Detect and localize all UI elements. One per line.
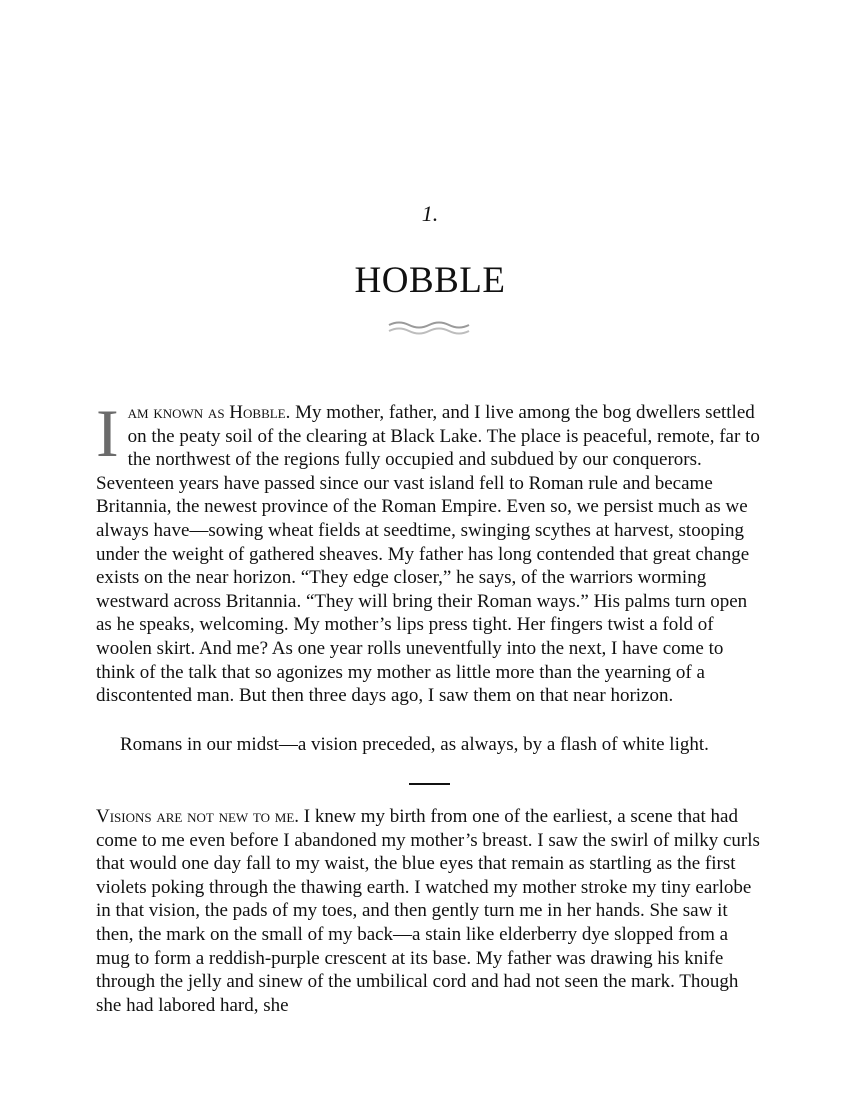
section-two-text: . I knew my birth from one of the earliest, a scene that had come to me even before I abandoned my mother’s breast. I saw the swirl of milky curls that would one day fall to my waist, the blue eyes that remain as startling as the first violets poking through the thawing earth. I watched my mother stroke my tiny earlobe in that vision, the pads of my toes, and then gently turn me in her hands. She saw it then, the mark on the small of my back—a stain like elderberry dye slopped from a mug to form a reddish-purple crescent at its base. My father was drawing his knife through the jelly and sinew of the umbilical cord and had not seen the mark. Though she had labored hard, she — [96, 806, 760, 1016]
drop-cap: I — [96, 395, 119, 471]
opening-small-caps: am known as Hobble — [127, 402, 286, 423]
opening-paragraph-text: . My mother, father, and I live among the bog dwellers settled on the peaty soil of the clearing at Black Lake. The place is peaceful, remote, far to the northwest of the regions fully occupied and subdued by our conquerors. Seventeen years have passed since our vast island fell to Roman rule and became Britannia, the newest province of the Roman Empire. Even so, we persist much as we always have—sowing wheat fields at seedtime, swinging scythes at harvest, stooping under the weight of gathered sheaves. My father has long contended that great change exists on the near horizon. “They edge closer,” he says, of the warriors worming westward across Britannia. “They will bring their Roman ways.” His palms turn open as he speaks, welcoming. My mother’s lips press tight. Her fingers twist a fold of woolen skirt. And me? As one year rolls uneventfully into the next, I have come to think of the talk that so agonizes my mother as little more than the yearning of a discontented man. But then three days ago, I saw them on that near horizon. — [96, 402, 760, 707]
chapter-number: 1. — [421, 201, 439, 226]
second-paragraph: Romans in our midst—a vision preceded, as always, by a flash of white light. — [120, 734, 709, 755]
section-two-small-caps: Visions are not new to me — [96, 806, 295, 827]
section-two-paragraph — [96, 805, 766, 1017]
wavy-lines-ornament-icon — [387, 318, 473, 338]
chapter-title: HOBBLE — [354, 260, 506, 301]
opening-paragraph — [96, 395, 766, 708]
section-break-rule — [409, 783, 450, 785]
